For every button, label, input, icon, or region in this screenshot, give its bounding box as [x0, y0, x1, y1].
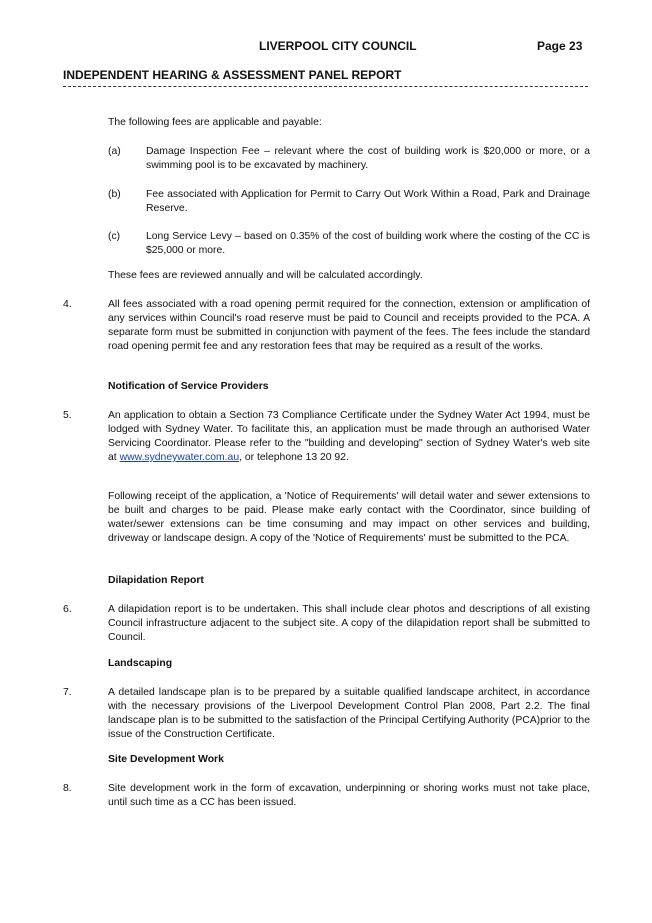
fee-text-b: Fee associated with Application for Permit to Carry Out Work Within a Road, Park and Drainage Reserve.: [146, 189, 590, 214]
fee-text-c: Long Service Levy – based on 0.35% of the cost of building work where the costing of the CC is $25,000 or more.: [146, 231, 590, 256]
item-5-notice-text: Following receipt of the application, a 'Notice of Requirements' will detail water and sewer extensions to be built and charges to be paid. Please make early contact with the Coordinator, since building of water/sewer extensions can be time consuming and may impact on other services and building, driveway or landscape design. A copy of the 'Notice of Requirements' must be submitted to the PCA.: [108, 491, 590, 544]
item-number: 4.: [63, 299, 72, 310]
item-6-text: A dilapidation report is to be undertaken. This shall include clear photos and descriptions of all existing Council infrastructure adjacent to the subject site. A copy of the dilapidation report shall be submitted to Council.: [108, 604, 590, 643]
fee-label-b: (b): [108, 189, 121, 200]
fees-note: These fees are reviewed annually and will be calculated accordingly.: [108, 270, 423, 281]
item-4-text: All fees associated with a road opening permit required for the connection, extension or amplification of any services within Council's road reserve must be paid to Council and receipts provided to the PCA. A separate form must be submitted in conjunction with payment of the fees. The fees include the standard road opening permit fee and any restoration fees that may be required as a result of the works.: [108, 299, 590, 352]
item-number: 6.: [63, 604, 72, 615]
heading-site-development: Site Development Work: [108, 754, 224, 765]
item-number: 7.: [63, 687, 72, 698]
council-name: LIVERPOOL CITY COUNCIL: [259, 39, 417, 53]
item-8-text: Site development work in the form of excavation, underpinning or shoring works must not take place, until such time as a CC has been issued.: [108, 783, 590, 808]
heading-landscaping: Landscaping: [108, 658, 173, 669]
report-title: INDEPENDENT HEARING & ASSESSMENT PANEL REPORT: [63, 68, 402, 82]
item-number: 5.: [63, 410, 72, 421]
heading-dilapidation: Dilapidation Report: [108, 575, 204, 586]
page-number: Page 23: [537, 39, 583, 53]
sydney-water-link[interactable]: www.sydneywater.com.au: [119, 452, 240, 463]
fees-intro: The following fees are applicable and payable:: [108, 117, 322, 128]
heading-service-providers: Notification of Service Providers: [108, 381, 269, 392]
item-number: 8.: [63, 783, 72, 794]
fee-text-a: Damage Inspection Fee – relevant where the cost of building work is $20,000 or more, or a swimming pool is to be excavated by machinery.: [146, 146, 590, 171]
header-divider: [63, 86, 588, 87]
fee-label-c: (c): [108, 231, 121, 242]
item-5-text-end: , or telephone 13 20 92.: [239, 452, 349, 463]
item-5-text: [108, 409, 590, 465]
fee-label-a: (a): [108, 146, 121, 157]
item-5-text-start: An application to obtain a Section 73 Compliance Certificate under the Sydney Water Act 1994, must be lodged with Sydney Water. To facilitate this, an application must be made through an authorised Water Servicing Coordinator. Please refer to the "building and developing" section of Sydney Water's web site at: [108, 410, 590, 463]
page-header: [0, 39, 652, 55]
item-7-text: A detailed landscape plan is to be prepared by a suitable qualified landscape architect, in accordance with the necessary provisions of the Liverpool Development Control Plan 2008, Part 2.2. The final landscape plan is to be submitted to the satisfaction of the Principal Certifying Authority (PCA)prior to the issue of the Construction Certificate.: [108, 687, 590, 740]
